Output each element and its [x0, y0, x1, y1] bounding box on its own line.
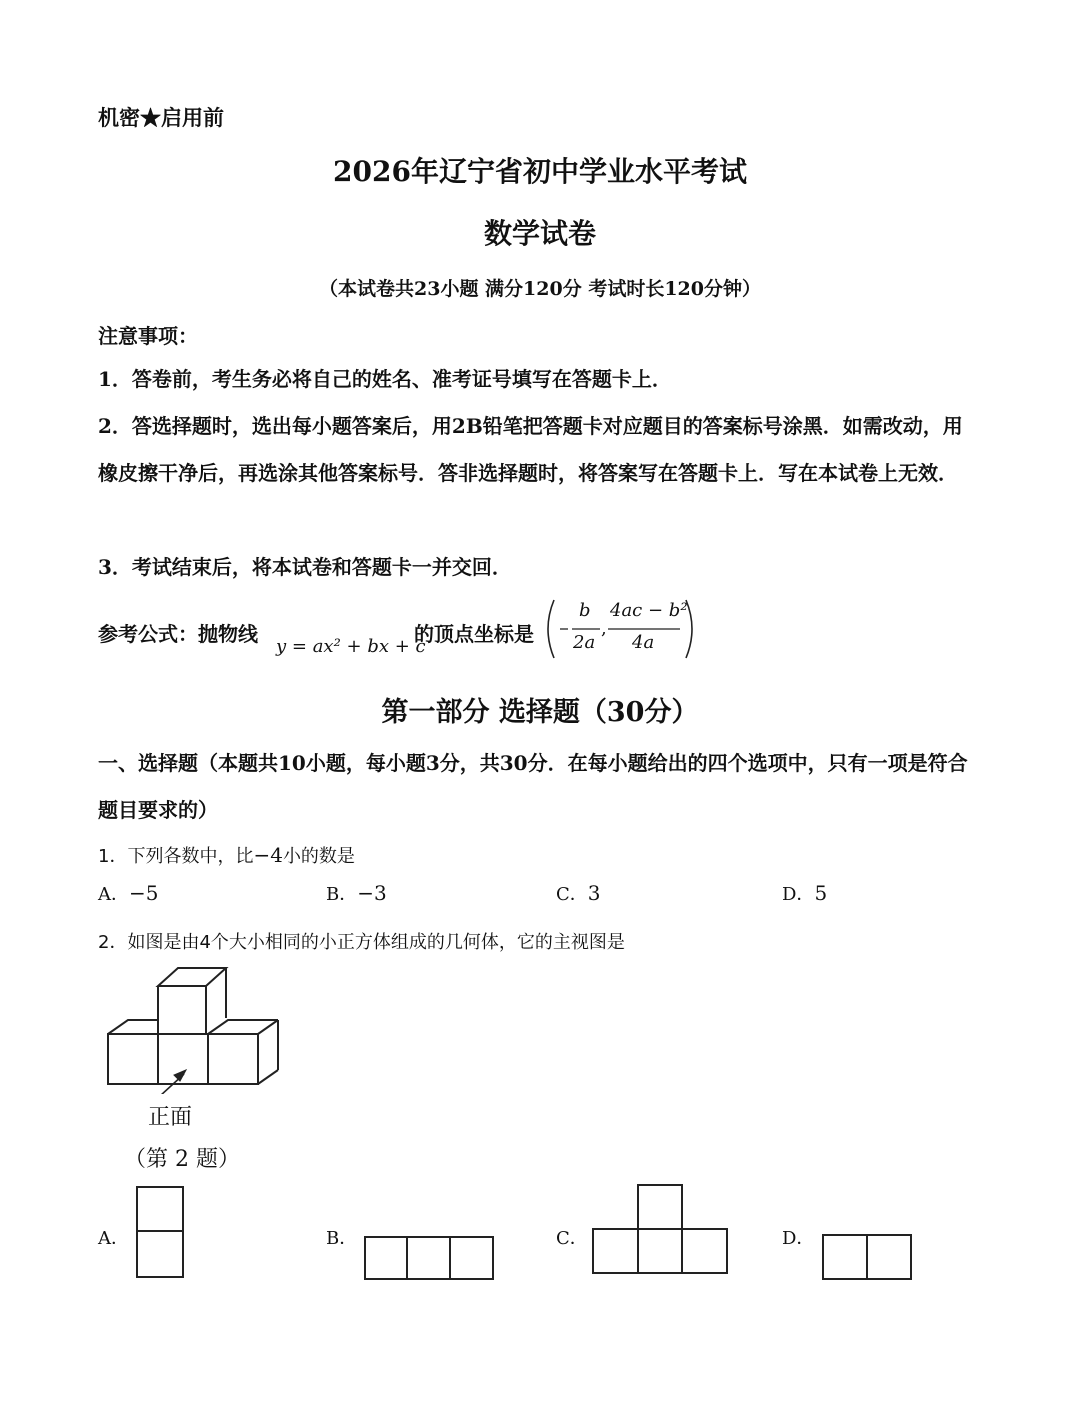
q1-stem-number: −4: [253, 843, 283, 867]
q2-option-b-label[interactable]: B．: [326, 1228, 358, 1249]
figure-caption: （第 2 题）: [124, 1147, 240, 1172]
q2-option-c-label[interactable]: C．: [556, 1228, 588, 1249]
option-label: C．: [556, 884, 588, 905]
formula-prefix: 参考公式：抛物线: [98, 622, 258, 646]
option-value: 3: [587, 881, 601, 905]
q1-stem-pre: 1．下列各数中，比: [98, 846, 254, 867]
option-value: 5: [814, 881, 828, 905]
option-value: −5: [129, 881, 159, 905]
parabola-equation: y = ax² + bx + c: [276, 636, 426, 657]
option-value: −3: [357, 881, 387, 905]
exam-subject: 数学试卷: [483, 217, 596, 250]
vertex-comma: ,: [601, 618, 607, 639]
question-2-stem: 2．如图是由4个大小相同的小正方体组成的几何体，它的主视图是: [98, 932, 625, 953]
exam-title: 2026年辽宁省初中学业水平考试: [333, 155, 747, 188]
confidential-label: 机密★启用前: [98, 105, 224, 130]
vertex-x-denominator: 2a: [573, 632, 596, 653]
part-title: 第一部分 选择题（30分）: [381, 697, 699, 728]
question-1-stem: [98, 842, 355, 868]
notice-item-1: 1．答卷前，考生务必将自己的姓名、准考证号填写在答题卡上．: [98, 367, 672, 391]
vertex-y-numerator: 4ac − b²: [610, 600, 688, 621]
exam-info: （本试卷共23小题 满分120分 考试时长120分钟）: [319, 278, 761, 300]
q2-option-d-label[interactable]: D．: [782, 1228, 815, 1249]
q2-option-a-view[interactable]: [134, 1184, 188, 1282]
notice-heading: 注意事项：: [98, 324, 198, 348]
q1-option-d[interactable]: [782, 880, 827, 906]
formula-middle: 的顶点坐标是: [414, 622, 534, 646]
notice-item-2: 2．答选择题时，选出每小题答案后，用2B铅笔把答题卡对应题目的答案标号涂黑．如需改动，用橡皮擦干净后，再选涂其他答案标号．答非选择题时，将答案写在答题卡上．写在本试卷上无效．: [98, 414, 963, 485]
option-label: D．: [782, 884, 815, 905]
q1-option-a[interactable]: [98, 880, 158, 906]
section-instruction: 一、选择题（本题共10小题，每小题3分，共30分．在每小题给出的四个选项中，只有一项是符合题目要求的）: [98, 751, 968, 822]
q1-stem-post: 小的数是: [282, 846, 355, 867]
q1-option-b[interactable]: [326, 880, 387, 906]
notice-item-3: 3．考试结束后，将本试卷和答题卡一并交回．: [98, 555, 512, 579]
vertex-x-numerator: b: [579, 600, 591, 621]
q1-option-c[interactable]: [556, 880, 601, 906]
cube-solid-figure: [100, 962, 290, 1094]
q2-option-b-view[interactable]: [362, 1234, 496, 1284]
q2-option-a-label[interactable]: A．: [98, 1228, 129, 1249]
q2-option-c-view[interactable]: [590, 1182, 730, 1278]
option-label: A．: [98, 884, 129, 905]
vertex-y-denominator: 4a: [632, 632, 655, 653]
option-label: B．: [326, 884, 358, 905]
front-view-label: 正面: [148, 1105, 193, 1130]
q2-option-d-view[interactable]: [820, 1232, 916, 1284]
